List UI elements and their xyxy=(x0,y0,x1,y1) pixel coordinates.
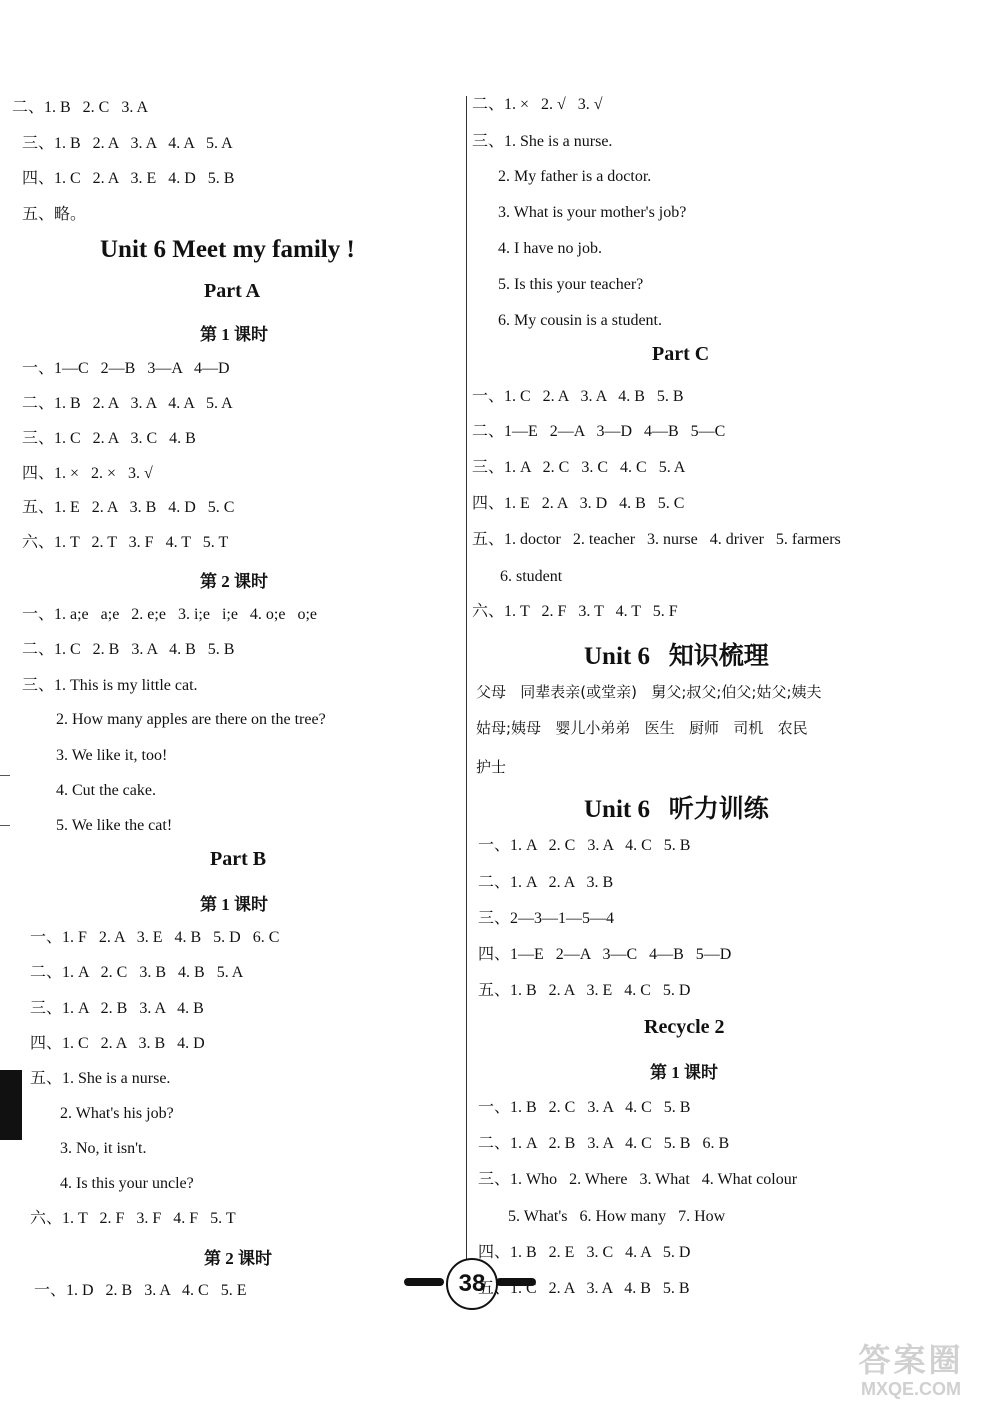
answer-line: 五、1. She is a nurse. xyxy=(30,1070,171,1087)
lesson-heading: 第 2 课时 xyxy=(200,572,268,591)
answer-line: 二、1. × 2. √ 3. √ xyxy=(472,96,603,113)
answer-line: 三、1. A 2. C 3. C 4. C 5. A xyxy=(472,459,686,476)
answer-line: 二、1. A 2. C 3. B 4. B 5. A xyxy=(30,964,244,981)
answer-line: 三、1. A 2. B 3. A 4. B xyxy=(30,1000,204,1017)
answer-line: 一、1. A 2. C 3. A 4. C 5. B xyxy=(478,837,691,854)
section-heading: Unit 6 Meet my family ! xyxy=(100,236,355,263)
answer-line: 五、1. E 2. A 3. B 4. D 5. C xyxy=(22,499,235,516)
answer-line: 6. student xyxy=(500,568,563,585)
answer-line: 六、1. T 2. T 3. F 4. T 5. T xyxy=(22,534,229,551)
answer-line: 2. What's his job? xyxy=(60,1105,174,1122)
answer-line: 5. We like the cat! xyxy=(56,817,173,834)
answer-line: 一、1. C 2. A 3. A 4. B 5. B xyxy=(472,388,684,405)
answer-line: 二、1. A 2. B 3. A 4. C 5. B 6. B xyxy=(478,1135,730,1152)
answer-line: 二、1. A 2. A 3. B xyxy=(478,874,614,891)
answer-line: 四、1. B 2. E 3. C 4. A 5. D xyxy=(478,1244,691,1261)
vocab-line: 父母 同辈表亲(或堂亲) 舅父;叔父;伯父;姑父;姨夫 xyxy=(476,683,822,701)
answer-line: 三、1. Who 2. Where 3. What 4. What colour xyxy=(478,1171,798,1188)
answer-line: 2. How many apples are there on the tree? xyxy=(56,711,326,728)
part-heading: Part A xyxy=(204,280,261,302)
column-divider xyxy=(466,96,467,1296)
part-heading: Recycle 2 xyxy=(644,1016,725,1038)
answer-line: 三、1. This is my little cat. xyxy=(22,677,198,694)
answer-line: 五、1. B 2. A 3. E 4. C 5. D xyxy=(478,982,691,999)
answer-line: 三、1. She is a nurse. xyxy=(472,133,613,150)
vocab-line: 护士 xyxy=(476,758,507,776)
part-heading: Part B xyxy=(210,848,267,870)
watermark-site: MXQE.COM xyxy=(860,1379,961,1399)
lesson-heading: 第 2 课时 xyxy=(204,1249,272,1268)
vocab-line: 姑母;姨母 婴儿小弟弟 医生 厨师 司机 农民 xyxy=(476,719,808,737)
answer-line: 4. Is this your uncle? xyxy=(60,1175,194,1192)
binding-edge-mark xyxy=(0,1070,22,1140)
answer-line: 六、1. T 2. F 3. F 4. F 5. T xyxy=(30,1210,236,1227)
answer-line: 一、1. B 2. C 3. A 4. C 5. B xyxy=(478,1099,691,1116)
answer-line: 2. My father is a doctor. xyxy=(498,168,652,185)
answer-line: 6. My cousin is a student. xyxy=(498,312,662,329)
answer-line: 三、1. B 2. A 3. A 4. A 5. A xyxy=(22,135,233,152)
answer-line: 一、1. D 2. B 3. A 4. C 5. E xyxy=(34,1282,247,1299)
answer-line: 5. What's 6. How many 7. How xyxy=(508,1208,726,1225)
answer-line: 5. Is this your teacher? xyxy=(498,276,644,293)
answer-line: 4. I have no job. xyxy=(498,240,602,257)
page-number: 38 xyxy=(446,1258,498,1310)
answer-line: 四、1. × 2. × 3. √ xyxy=(22,465,153,482)
answer-line: 三、1. C 2. A 3. C 4. B xyxy=(22,430,196,447)
answer-line: 四、1—E 2—A 3—C 4—B 5—D xyxy=(478,946,732,963)
answer-line: 六、1. T 2. F 3. T 4. T 5. F xyxy=(472,603,678,620)
lesson-heading: 第 1 课时 xyxy=(200,895,268,914)
answer-line: 五、1. doctor 2. teacher 3. nurse 4. driver 5. farmers xyxy=(472,531,841,548)
answer-line: 一、1. F 2. A 3. E 4. B 5. D 6. C xyxy=(30,929,280,946)
answer-line: 3. What is your mother's job? xyxy=(498,204,687,221)
answer-line: 五、略。 xyxy=(22,206,87,223)
section-heading: Unit 6 听力训练 xyxy=(584,796,769,823)
answer-line: 四、1. E 2. A 3. D 4. B 5. C xyxy=(472,495,685,512)
answer-line: 3. No, it isn't. xyxy=(60,1140,147,1157)
lesson-heading: 第 1 课时 xyxy=(200,325,268,344)
binding-tick xyxy=(0,775,10,776)
section-heading: Unit 6 知识梳理 xyxy=(584,643,769,670)
answer-line: 二、1. B 2. C 3. A xyxy=(12,99,149,116)
binding-tick xyxy=(0,825,10,826)
answer-line: 二、1—E 2—A 3—D 4—B 5—C xyxy=(472,423,726,440)
lesson-heading: 第 1 课时 xyxy=(650,1063,718,1082)
answer-line: 3. We like it, too! xyxy=(56,747,168,764)
answer-line: 4. Cut the cake. xyxy=(56,782,156,799)
answer-line: 四、1. C 2. A 3. E 4. D 5. B xyxy=(22,170,235,187)
answer-line: 三、2—3—1—5—4 xyxy=(478,910,615,927)
answer-line: 四、1. C 2. A 3. B 4. D xyxy=(30,1035,205,1052)
page-ornament-left xyxy=(404,1278,444,1286)
answer-line: 一、1—C 2—B 3—A 4—D xyxy=(22,360,230,377)
answer-line: 二、1. C 2. B 3. A 4. B 5. B xyxy=(22,641,235,658)
answer-line: 二、1. B 2. A 3. A 4. A 5. A xyxy=(22,395,233,412)
watermark xyxy=(826,1335,996,1405)
answer-line: 五、1. C 2. A 3. A 4. B 5. B xyxy=(478,1280,690,1297)
watermark-logo-text: 答案圈 xyxy=(858,1342,964,1378)
part-heading: Part C xyxy=(652,343,710,365)
answer-line: 一、1. a;e a;e 2. e;e 3. i;e i;e 4. o;e o;e xyxy=(22,606,318,623)
